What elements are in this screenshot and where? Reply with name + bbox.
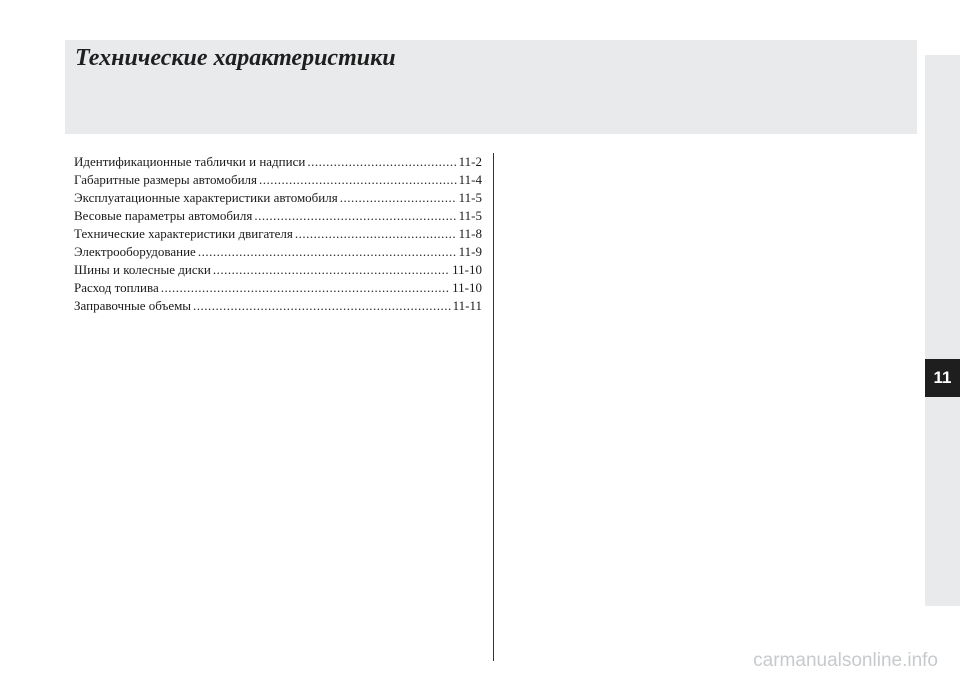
toc-entry-title: Расход топлива	[74, 280, 159, 295]
toc-entry[interactable]	[74, 207, 482, 225]
toc-entry-page: 11-5	[458, 190, 482, 205]
toc-entry-title: Технические характеристики двигателя	[74, 226, 293, 241]
toc-entry[interactable]	[74, 297, 482, 315]
toc-dot-leader	[198, 243, 457, 261]
chapter-side-tab	[925, 55, 960, 606]
toc-entry-title: Шины и колесные диски	[74, 262, 211, 277]
column-divider	[493, 153, 494, 661]
toc-dot-leader	[340, 189, 457, 207]
toc-entry-title: Заправочные объемы	[74, 298, 192, 313]
toc-entry[interactable]	[74, 171, 482, 189]
toc-entry-title: Идентификационные таблички и надписи	[74, 154, 306, 169]
toc-entry-title: Эксплуатационные характеристики автомобиля	[74, 190, 338, 205]
toc-entry-page: 11-5	[458, 208, 482, 223]
toc-entry[interactable]	[74, 153, 482, 171]
toc-entry[interactable]	[74, 243, 482, 261]
toc-entry-title: Электрооборудование	[74, 244, 196, 259]
toc-entry[interactable]	[74, 189, 482, 207]
toc-entry-title: Габаритные размеры автомобиля	[74, 172, 258, 187]
toc-entry-page: 11-11	[452, 298, 482, 313]
toc-entry-page: 11-2	[458, 154, 482, 169]
chapter-title: Технические характеристики	[75, 45, 396, 71]
toc-entry-page: 11-10	[452, 280, 482, 295]
toc-dot-leader	[161, 279, 450, 297]
table-of-contents	[74, 153, 482, 315]
toc-dot-leader	[193, 297, 451, 315]
toc-entry[interactable]	[74, 279, 482, 297]
toc-dot-leader	[295, 225, 457, 243]
toc-dot-leader	[307, 153, 456, 171]
chapter-number-tab[interactable]: 11	[925, 359, 960, 397]
toc-entry-page: 11-8	[458, 226, 482, 241]
chapter-header	[65, 40, 917, 134]
toc-entry-page: 11-10	[452, 262, 482, 277]
toc-entry[interactable]	[74, 225, 482, 243]
toc-dot-leader	[254, 207, 456, 225]
toc-entry-page: 11-4	[458, 172, 482, 187]
toc-entry-title: Весовые параметры автомобиля	[74, 208, 253, 223]
toc-entry[interactable]	[74, 261, 482, 279]
toc-dot-leader	[213, 261, 450, 279]
toc-dot-leader	[259, 171, 457, 189]
toc-entry-page: 11-9	[458, 244, 482, 259]
watermark: carmanualsonline.info	[753, 650, 938, 671]
